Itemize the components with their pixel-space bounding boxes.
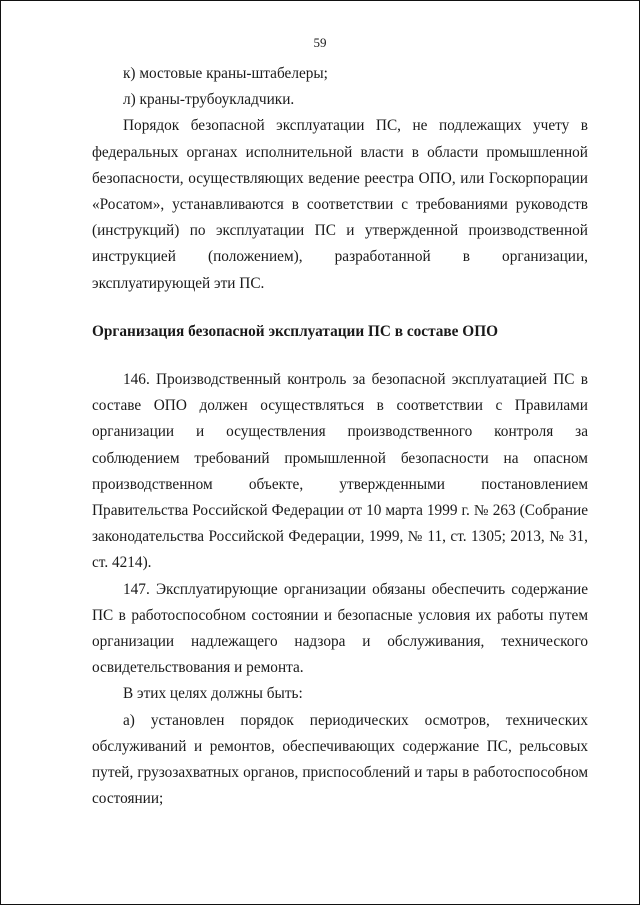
section-heading: Организация безопасной эксплуатации ПС в составе ОПО (92, 322, 498, 340)
list-item-l: л) краны-трубоукладчики. (123, 91, 295, 109)
list-item-k: к) мостовые краны-штабелеры; (123, 65, 328, 82)
document-body (92, 61, 588, 812)
page-number: 59 (313, 35, 327, 50)
paragraph-purposes: В этих целях должны быть: (123, 685, 303, 703)
paragraph-147: 147. Эксплуатирующие организации обязаны обеспечить содержание ПС в работоспособном состоянии и безопасные условия их работы путем организации надлежащего надзора и обслуживания, технического освидетельствования и ремонта. (92, 580, 588, 677)
paragraph-item-a: а) установлен порядок периодических осмотров, технических обслуживаний и ремонтов, обеспечивающих содержание ПС, рельсовых путей, грузозахватных органов, приспособлений и тары в работоспособном состоянии; (92, 711, 588, 808)
paragraph-146: 146. Производственный контроль за безопасной эксплуатацией ПС в составе ОПО должен осуществляться в соответствии с Правилами организации и осуществления производственного контроля за соблюдением требований промышленной безопасности на опасном производственном объекте, утвержденными постановлением Правительства Российской Федерации от 10 марта 1999 г. № 263 (Собрание законодательства Российской Федерации, 1999, № 11, ст. 1305; 2013, № 31, ст. 4214). (92, 371, 588, 572)
paragraph-order: Порядок безопасной эксплуатации ПС, не подлежащих учету в федеральных органах исполнительной власти в области промышленной безопасности, осуществляющих ведение реестра ОПО, или Госкорпорации «Росатом», устанавливаются в соответствии с требованиями руководств (инструкций) по эксплуатации ПС и утвержденной производственной инструкцией (положением), разработанной в организации, эксплуатирующей эти ПС. (92, 117, 588, 292)
